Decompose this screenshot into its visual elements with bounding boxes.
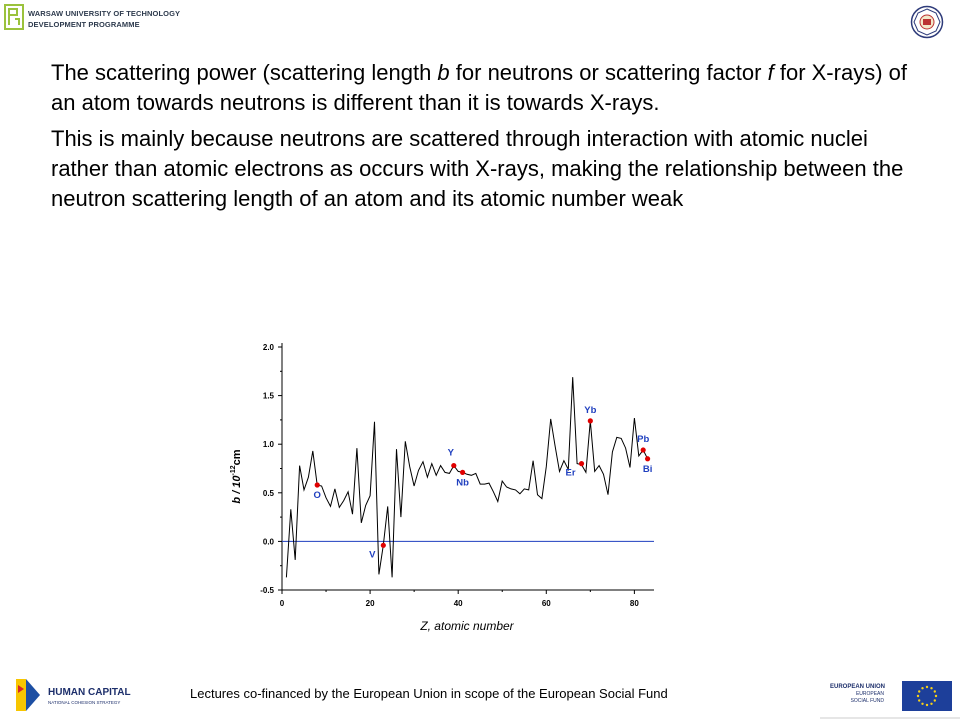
eu-star <box>921 703 923 705</box>
highlight-label-nb: Nb <box>456 477 469 489</box>
eu-line1: EUROPEAN UNION <box>830 684 886 690</box>
eu-star <box>935 695 937 697</box>
highlight-point-v <box>381 543 386 548</box>
university-name <box>28 8 180 30</box>
highlight-point-o <box>315 482 320 487</box>
symbol-f: f <box>767 60 774 85</box>
highlight-label-er: Er <box>565 467 576 479</box>
y-tick-label: 1.5 <box>262 391 274 401</box>
university-name-line2: DEVELOPMENT PROGRAMME <box>28 20 140 29</box>
y-tick-label: 2.0 <box>262 343 274 352</box>
eu-star <box>926 686 928 688</box>
eu-star <box>921 687 923 689</box>
eu-star <box>934 690 936 692</box>
x-tick-label: 20 <box>365 599 375 608</box>
highlight-label-v: V <box>369 549 376 561</box>
paragraph1-text-b: for neutrons or scattering factor <box>449 60 768 85</box>
symbol-b: b <box>437 60 450 85</box>
paragraph1-text-a: The scattering power (scattering length <box>51 60 438 85</box>
highlight-label-y: Y <box>447 447 454 459</box>
paragraph-neutron-interaction: This is mainly because neutrons are scattered through interaction with atomic nuclei rather than atomic electrons as occurs with X-rays, making the relationship between the neutron scattering length of an atom and its atomic number weak <box>51 126 904 211</box>
highlight-point-pb <box>641 447 646 452</box>
eu-star <box>917 695 919 697</box>
university-name-line1: WARSAW UNIVERSITY OF TECHNOLOGY <box>28 9 181 18</box>
y-tick-label: 1.0 <box>262 440 274 450</box>
eu-star <box>918 699 920 701</box>
y-tick-label: -0.5 <box>260 586 274 595</box>
highlight-point-er <box>579 461 584 466</box>
highlight-label-o: O <box>313 490 321 502</box>
x-tick-label: 40 <box>453 599 463 608</box>
eu-star <box>934 699 936 701</box>
paragraph-scattering-power <box>51 58 911 118</box>
y-tick-label: 0.5 <box>262 488 274 498</box>
university-emblem-icon <box>910 5 944 39</box>
highlight-label-yb: Yb <box>584 404 597 416</box>
scattering-length-chart <box>220 330 680 640</box>
y-tick-label: 0.0 <box>262 537 274 547</box>
eu-star <box>930 703 932 705</box>
highlight-point-yb <box>588 418 593 423</box>
footer-divider <box>820 717 960 719</box>
chart-highlights <box>314 405 653 560</box>
highlight-point-nb <box>460 470 465 475</box>
highlight-label-bi: Bi <box>642 463 653 475</box>
eu-line3: SOCIAL FUND <box>850 698 884 704</box>
slide-body <box>51 58 911 220</box>
x-axis-label: Z, atomic number <box>420 619 514 633</box>
eu-star <box>930 687 932 689</box>
x-tick-label: 60 <box>541 599 551 608</box>
highlight-point-y <box>451 463 456 468</box>
university-logo-icon <box>4 4 24 30</box>
chart-ticks <box>260 343 639 608</box>
highlight-point-bi <box>645 456 650 461</box>
human-capital-title: HUMAN CAPITAL <box>48 687 131 698</box>
human-capital-logo-icon <box>16 679 40 711</box>
highlight-label-pb: Pb <box>637 434 650 446</box>
paragraph1-text-c: for X-rays) of an atom towards neutrons is different than it is towards X-rays. <box>51 60 907 115</box>
human-capital-subtitle: NATIONAL COHESION STRATEGY <box>48 700 121 705</box>
human-capital-logo <box>14 675 164 715</box>
x-tick-label: 80 <box>629 599 639 608</box>
eu-star <box>918 690 920 692</box>
eu-line2: EUROPEAN <box>855 691 884 697</box>
footer-funding-text: Lectures co-financed by the European Union in scope of the European Social Fund <box>190 686 668 701</box>
x-tick-label: 0 <box>279 599 285 608</box>
y-axis-label: b / $10^{-12}cm$ <box>230 449 243 504</box>
eu-social-fund-logo <box>826 678 956 714</box>
eu-flag-icon <box>902 681 952 711</box>
eu-star <box>926 704 928 706</box>
